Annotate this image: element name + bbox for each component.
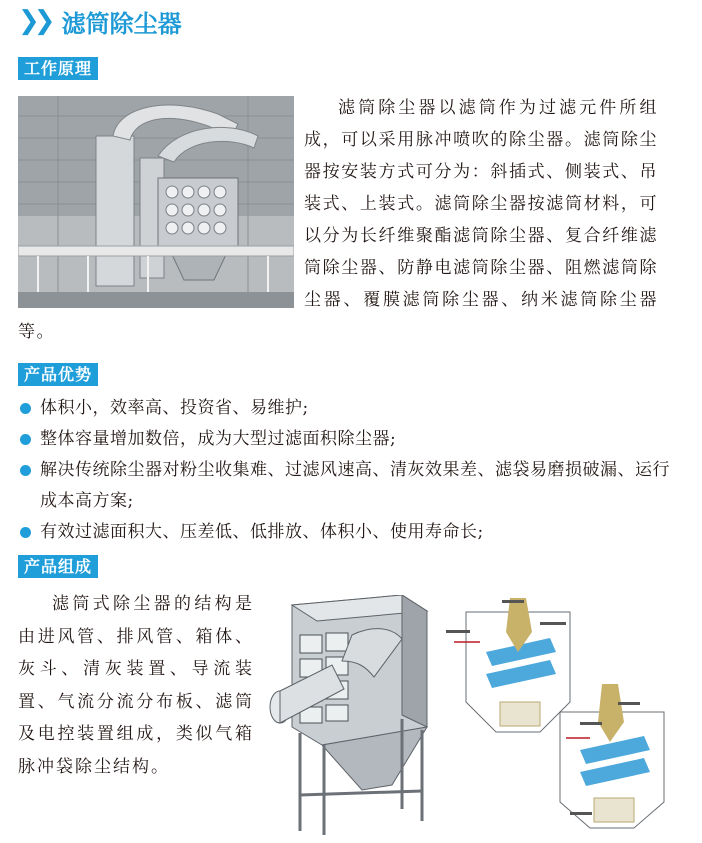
section-label-composition: 产品组成 bbox=[18, 555, 98, 578]
section-label-principle: 工作原理 bbox=[18, 57, 98, 80]
bullet-dot-icon bbox=[20, 465, 31, 476]
intro-text: 滤筒除尘器以滤筒作为过滤元件所组成，可以采用脉冲喷吹的除尘器。滤筒除尘器按安装方式可分为：斜插式、侧装式、吊装式、上装式。滤筒除尘器按滤筒材料，可以分为长纤维聚酯滤筒除尘器、复合纤维滤筒除尘器、防静电滤筒除尘器、阻燃滤筒除尘器、覆膜滤筒除尘器、纳米滤筒除尘器等。 bbox=[18, 98, 658, 342]
list-item: 体积小，效率高、投资省、易维护; bbox=[18, 393, 678, 424]
bullet-dot-icon bbox=[20, 527, 31, 538]
dust-collector-illustration bbox=[262, 595, 442, 835]
list-item: 整体容量增加数倍，成为大型过滤面积除尘器; bbox=[18, 424, 678, 455]
bullet-dot-icon bbox=[20, 403, 31, 414]
bullet-dot-icon bbox=[20, 434, 31, 445]
composition-text: 滤筒式除尘器的结构是由进风管、排风管、箱体、灰斗、清灰装置、导流装置、气流分流分布板、滤筒及电控装置组成，类似气箱脉冲袋除尘结构。 bbox=[18, 594, 254, 777]
double-chevron-icon: ❯❯ bbox=[18, 6, 50, 36]
advantages-list bbox=[18, 393, 678, 548]
composition-paragraph bbox=[18, 588, 254, 783]
intro-paragraph bbox=[18, 92, 658, 348]
page-title-text: 滤筒除尘器 bbox=[61, 9, 182, 38]
page-title bbox=[18, 4, 182, 38]
section-label-advantages: 产品优势 bbox=[18, 363, 98, 386]
list-item: 解决传统除尘器对粉尘收集难、过滤风速高、清灰效果差、滤袋易磨损破漏、运行成本高方案; bbox=[18, 455, 678, 517]
airflow-diagram bbox=[440, 592, 668, 832]
list-item: 有效过滤面积大、压差低、低排放、体积小、使用寿命长; bbox=[18, 517, 678, 548]
